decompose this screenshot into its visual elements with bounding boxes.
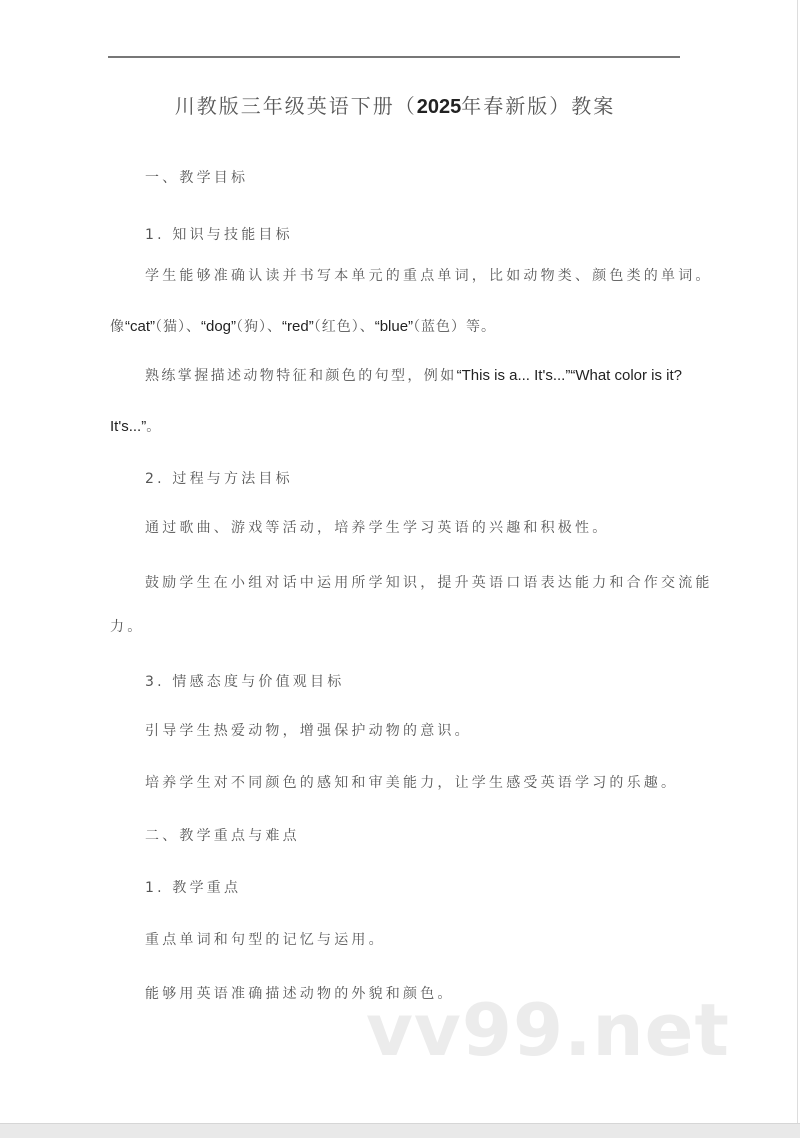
watermark: vv99.net xyxy=(366,988,730,1072)
document-title xyxy=(0,92,790,121)
section-heading: 一、教学目标 xyxy=(145,170,249,186)
paragraph-line: 重点单词和句型的记忆与运用。 xyxy=(145,932,386,948)
header-rule xyxy=(108,56,680,58)
english-word: “dog” xyxy=(201,318,237,335)
text: 。 xyxy=(146,419,164,435)
title-year: 2025 xyxy=(416,96,462,118)
paragraph-line: 引导学生热爱动物，增强保护动物的意识。 xyxy=(145,723,472,739)
paragraph-line: 培养学生对不同颜色的感知和审美能力，让学生感受英语学习的乐趣。 xyxy=(145,775,679,791)
english-word: “cat” xyxy=(125,318,155,335)
text: （狗）、 xyxy=(236,319,283,335)
subsection-heading: 1. 知识与技能目标 xyxy=(145,227,293,243)
page-bottom-gap xyxy=(0,1123,800,1138)
english-sentence: “This is a... It's...”“What color is it? xyxy=(456,367,683,384)
text: （猫）、 xyxy=(155,319,201,335)
paragraph-line: 学生能够准确认读并书写本单元的重点单词，比如动物类、颜色类的单词。 xyxy=(145,268,713,284)
subsection-heading: 2. 过程与方法目标 xyxy=(145,471,293,487)
title-text-end: 年春新版）教案 xyxy=(461,94,616,118)
text: （红色）、 xyxy=(313,319,375,335)
paragraph-line: 通过歌曲、游戏等活动，培养学生学习英语的兴趣和积极性。 xyxy=(145,520,610,536)
text: 像 xyxy=(110,319,125,335)
subsection-heading: 1. 教学重点 xyxy=(145,880,242,896)
english-sentence: It's...” xyxy=(110,418,147,435)
paragraph-line xyxy=(110,417,163,437)
paragraph-line: 能够用英语准确描述动物的外貌和颜色。 xyxy=(145,986,455,1002)
paragraph-line xyxy=(110,317,496,337)
subsection-heading: 3. 情感态度与价值观目标 xyxy=(145,674,345,690)
paragraph-line: 力。 xyxy=(110,619,145,635)
english-word: “blue” xyxy=(374,318,414,335)
text: 熟练掌握描述动物特征和颜色的句型，例如 xyxy=(145,368,457,384)
text: （蓝色）等。 xyxy=(413,319,497,335)
paragraph-line xyxy=(145,366,682,386)
page-edge xyxy=(797,0,798,1123)
title-text: 川教版三年级英语下册（ xyxy=(174,94,417,118)
section-heading: 二、教学重点与难点 xyxy=(145,828,300,844)
english-word: “red” xyxy=(282,318,314,335)
paragraph-line: 鼓励学生在小组对话中运用所学知识，提升英语口语表达能力和合作交流能 xyxy=(145,575,713,591)
